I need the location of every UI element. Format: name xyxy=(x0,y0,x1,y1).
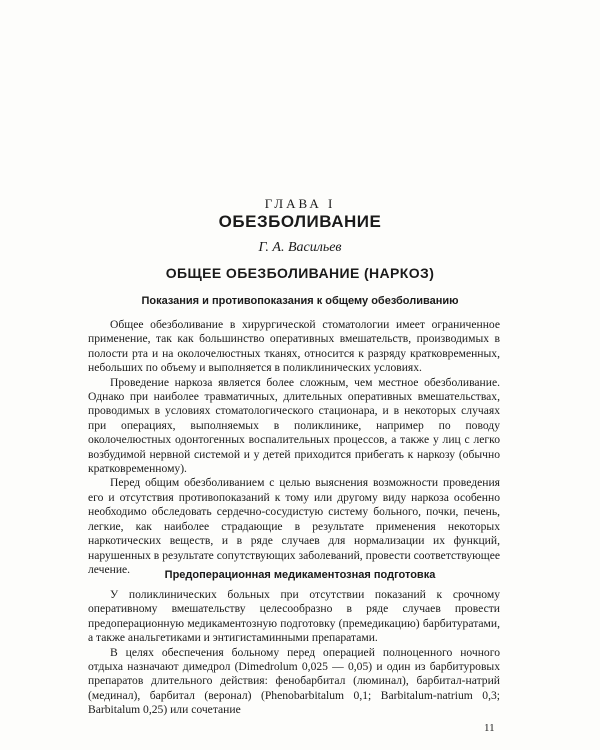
chapter-author: Г. А. Васильев xyxy=(258,240,342,255)
subsection-body-indications xyxy=(88,318,500,577)
paragraph: У поликлинических больных при отсутствии показаний к срочному оперативному вмешательству целесообразно в ряде случаев провести предоперационную медикаментозную подготовку (премедикацию) барбитуратами, а также анальгетиками и энтигистаминными препаратами. xyxy=(88,588,500,645)
paragraph: В целях обеспечения больному перед операцией полноценного ночного отдыха назначают димедрол (Dimedrolum 0,025 — 0,05) и один из барбитуровых препаратов длительного действия: фенобарбитал (люминал), барбитал-натрий (мединал), барбитал (веронал) (Phenobarbitalum 0,1; Barbitalum-natrium 0,3; Barbitalum 0,25) или сочетание xyxy=(88,645,500,717)
section-title: ОБЩЕЕ ОБЕЗБОЛИВАНИЕ (НАРКОЗ) xyxy=(165,265,435,281)
subsection-title-premedication: Предоперационная медикаментозная подготовка xyxy=(164,569,436,581)
paragraph: Проведение наркоза является более сложным, чем местное обезболивание. Однако при наиболее травматичных, длительных оперативных вмешательствах, проводимых в условиях стоматологического стационара, и в некоторых случаях при операциях, выполняемых в поликлинике, например по поводу околочелюстных одонтогенных воспалительных процессов, а также у лиц с легко возбудимой нервной системой и у детей приходится прибегать к наркозу (обычно кратковременному). xyxy=(88,375,500,476)
chapter-label: ГЛАВА I xyxy=(264,196,336,211)
paragraph: Общее обезболивание в хирургической стоматологии имеет ограниченное применение, так как большинство оперативных вмешательств, производимых в полости рта и на околочелюстных тканях, относится к разряду кратковременных, небольших по объему и выполняется в поликлинических условиях. xyxy=(88,318,500,375)
page-number: 11 xyxy=(484,722,495,734)
subsection-body-premedication xyxy=(88,588,500,718)
chapter-title: ОБЕЗБОЛИВАНИЕ xyxy=(218,212,382,231)
subsection-title-indications: Показания и противопоказания к общему обезболиванию xyxy=(141,295,459,307)
paragraph: Перед общим обезболиванием с целью выяснения возможности проведения его и отсутствия противопоказаний к тому или другому виду наркоза особенно необходимо обследовать сердечно-сосудистую систему больного, почки, печень, легкие, как наиболее страдающие в результате применения некоторых наркотических веществ, и в ряде случаев для нормализации их функций, нарушенных в результате сопутствующих заболеваний, провести соответствующее лечение. xyxy=(88,476,500,576)
